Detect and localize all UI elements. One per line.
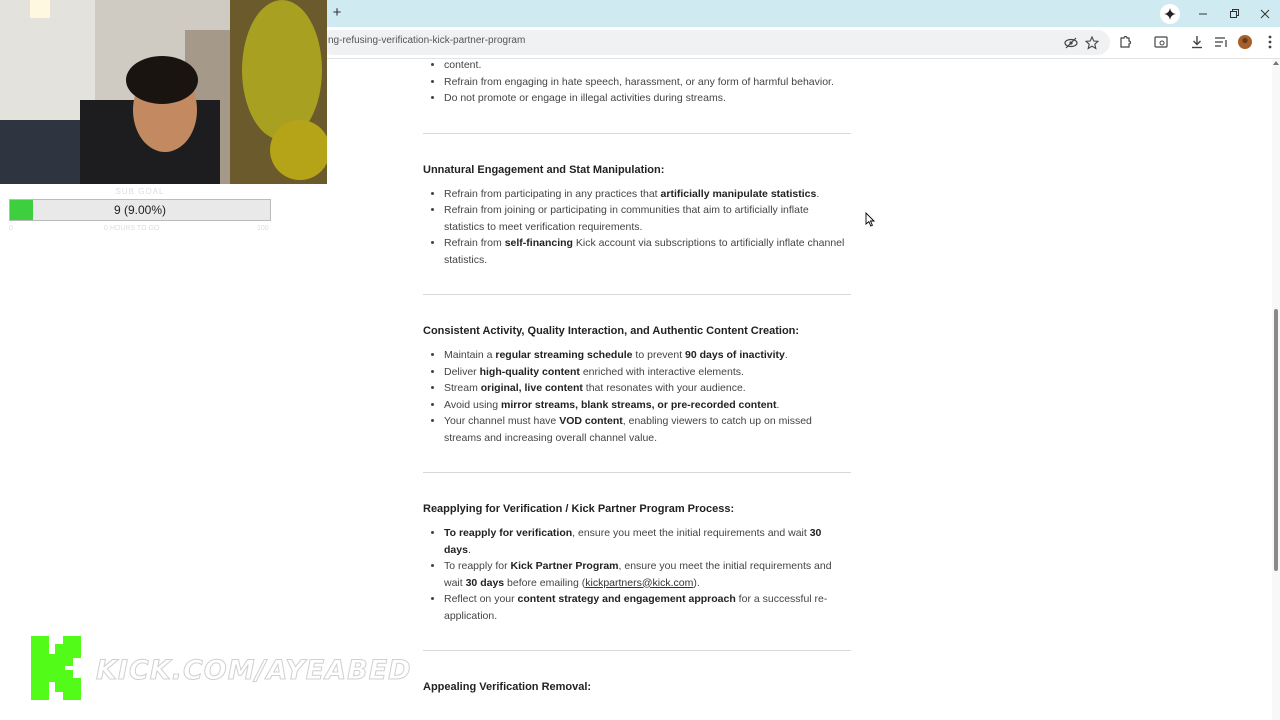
- list-item: [444, 186, 851, 203]
- bold-text: regular streaming schedule: [495, 349, 633, 361]
- article-content: [423, 59, 851, 703]
- bookmark-star-icon[interactable]: [1085, 36, 1099, 50]
- goal-title: SUB GOAL: [115, 187, 165, 196]
- item-text: .: [467, 543, 471, 556]
- article-section: [423, 503, 851, 624]
- stream-overlay-panel: [0, 184, 327, 564]
- item-text: Refrain from: [444, 237, 505, 249]
- list-item: [444, 558, 851, 591]
- section-divider: [423, 472, 851, 473]
- item-text: Do not promote or engage in illegal activities during streams.: [444, 92, 726, 104]
- bold-text: artificially manipulate statistics: [660, 187, 817, 200]
- page-scrollbar[interactable]: [1272, 59, 1280, 720]
- bold-text: mirror streams, blank streams, or pre-recorded content: [501, 398, 777, 411]
- list-item: [444, 235, 851, 268]
- article-section: [423, 164, 851, 269]
- bold-text: 30 days: [444, 527, 822, 556]
- goal-progress-text: 9 (9.00%): [113, 203, 167, 217]
- scroll-up-icon[interactable]: [1273, 61, 1279, 65]
- article-section: [423, 681, 851, 693]
- section-divider: [423, 294, 851, 295]
- item-text: before emailing (: [504, 576, 586, 589]
- bold-text: content strategy and engagement approach: [517, 593, 736, 605]
- rules-list: [423, 186, 851, 269]
- item-text: Avoid using: [444, 398, 502, 411]
- item-text: enriched with interactive elements.: [579, 365, 744, 378]
- section-divider: [423, 650, 851, 651]
- item-text: for a successful re-application.: [444, 593, 828, 622]
- item-text: Maintain a: [444, 349, 496, 361]
- rules-list: [423, 347, 851, 446]
- bold-text: original, live content: [480, 382, 583, 394]
- close-icon[interactable]: [1249, 0, 1280, 27]
- bold-text: high-quality content: [479, 365, 580, 378]
- item-text: Reflect on your: [444, 593, 518, 605]
- web-page: [327, 59, 1272, 720]
- window-controls: [1187, 0, 1280, 27]
- goal-min-label: 0: [9, 225, 13, 232]
- item-text: Stream: [444, 382, 481, 394]
- kick-logo-icon: [31, 636, 86, 700]
- list-item: [444, 413, 851, 446]
- gemini-icon[interactable]: [1160, 4, 1180, 24]
- download-icon[interactable]: [1189, 34, 1205, 50]
- list-item: [444, 74, 851, 91]
- bold-text: Kick Partner Program: [510, 560, 619, 572]
- goal-max-label: 100: [257, 225, 269, 232]
- list-item: [444, 525, 851, 558]
- bold-text: VOD content: [559, 415, 623, 427]
- section-heading: Reapplying for Verification / Kick Partner Program Process:: [423, 503, 735, 515]
- bold-text: self-financing: [504, 237, 573, 249]
- item-text: Deliver: [444, 365, 480, 378]
- item-text: .: [784, 349, 788, 361]
- profile-avatar[interactable]: [1237, 34, 1253, 50]
- item-text: Your channel must have: [444, 415, 560, 427]
- article-section: [423, 325, 851, 446]
- list-item: [444, 202, 851, 235]
- list-item: [444, 90, 851, 107]
- tab-search-icon[interactable]: [1153, 34, 1169, 50]
- mouse-cursor-icon: [865, 212, 875, 232]
- item-text: Refrain from engaging in hate speech, harassment, or any form of harmful behavior.: [444, 75, 834, 88]
- rules-list: [423, 525, 851, 624]
- item-text: Refrain from joining or participating in communities that aim to artificially inflate statistics to meet verification requirements.: [444, 204, 809, 233]
- list-item: [444, 347, 851, 364]
- rules-list: [423, 59, 851, 107]
- bold-text: 30 days: [465, 576, 505, 589]
- section-heading: Unnatural Engagement and Stat Manipulation:: [423, 163, 665, 176]
- minimize-icon[interactable]: [1187, 0, 1218, 27]
- section-divider: [423, 133, 851, 134]
- email-link[interactable]: kickpartners@kick.com: [585, 576, 694, 589]
- extensions-icon[interactable]: [1117, 34, 1133, 50]
- list-item: [444, 397, 851, 414]
- item-text: , ensure you meet the initial requirements and wait: [572, 527, 810, 539]
- item-text: Refrain from participating in any practices that: [444, 187, 661, 200]
- channel-url-watermark: KICK.COM/AYEABED: [96, 655, 412, 686]
- goal-time-label: 0 HOURS TO GO: [104, 225, 160, 232]
- item-text: Kick account via subscriptions to artificially inflate channel statistics.: [444, 237, 845, 266]
- restore-icon[interactable]: [1218, 0, 1249, 27]
- bold-text: To reapply for verification: [444, 527, 573, 539]
- list-item: [444, 364, 851, 381]
- list-item: [444, 591, 851, 624]
- section-heading: Consistent Activity, Quality Interaction, and Authentic Content Creation:: [423, 325, 800, 337]
- webcam-feed: [0, 0, 327, 184]
- new-tab-button[interactable]: +: [332, 4, 342, 21]
- item-text: to prevent: [632, 349, 686, 361]
- item-text: .: [776, 398, 780, 411]
- item-text: that resonates with your audience.: [582, 382, 746, 394]
- tracking-off-icon[interactable]: [1064, 36, 1078, 50]
- item-text: .: [816, 187, 820, 200]
- list-item: [444, 380, 851, 397]
- scroll-thumb[interactable]: [1274, 309, 1278, 571]
- item-text: , enabling viewers to catch up on missed streams and increasing overall channel value.: [444, 415, 812, 444]
- item-text: content.: [444, 59, 482, 71]
- list-item: [444, 59, 851, 74]
- address-bar[interactable]: [320, 30, 1110, 55]
- menu-dots-icon[interactable]: [1262, 34, 1278, 50]
- item-text: ).: [693, 576, 700, 589]
- url-text[interactable]: ng-refusing-verification-kick-partner-program: [328, 35, 526, 46]
- item-text: To reapply for: [444, 560, 511, 572]
- sub-goal-progress-bar: [9, 199, 271, 221]
- reading-list-icon[interactable]: [1213, 34, 1229, 50]
- bold-text: 90 days of inactivity: [685, 349, 785, 361]
- item-text: , ensure you meet the initial requirements and wait: [444, 560, 832, 589]
- section-heading: Appealing Verification Removal:: [423, 681, 592, 693]
